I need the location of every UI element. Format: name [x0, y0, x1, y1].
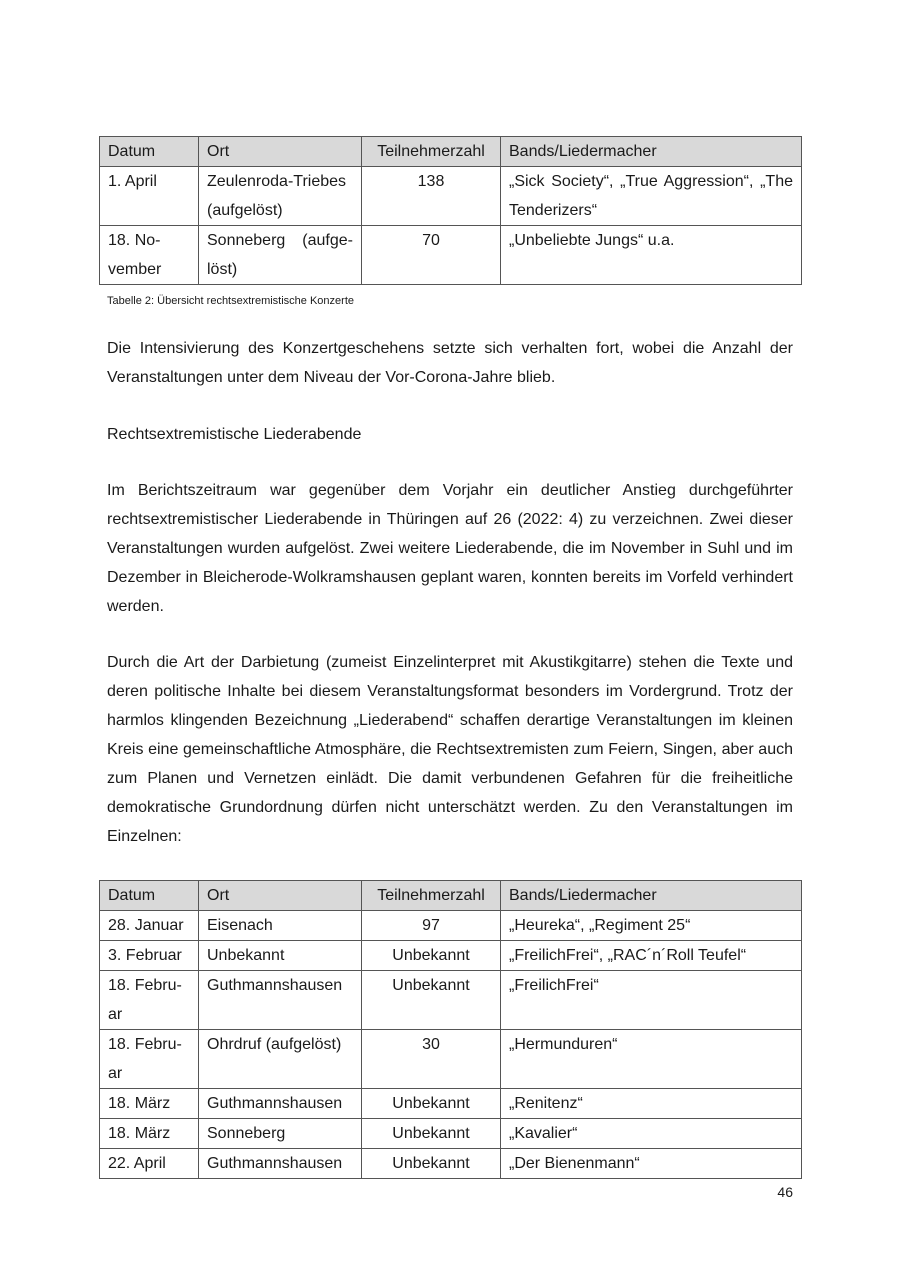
cell-ort: Eisenach: [199, 911, 362, 941]
page-number: 46: [777, 1184, 793, 1200]
table-caption: Tabelle 2: Übersicht rechtsextremistische Konzerte: [107, 295, 354, 307]
cell-datum: 18. März: [100, 1119, 199, 1149]
header-datum: Datum: [100, 137, 199, 167]
cell-bands: „FreilichFrei“, „RAC´n´Roll Teufel“: [501, 941, 802, 971]
cell-datum: 18. März: [100, 1089, 199, 1119]
cell-teilnehmerzahl: Unbekannt: [362, 1089, 501, 1119]
cell-ort: Ohrdruf (aufgelöst): [199, 1030, 362, 1089]
cell-datum: 18. Febru-ar: [100, 1030, 199, 1089]
cell-ort: Sonneberg: [199, 1119, 362, 1149]
table-row: [100, 1119, 802, 1149]
cell-teilnehmerzahl: Unbekannt: [362, 1119, 501, 1149]
table-row: [100, 911, 802, 941]
section-heading: Rechtsextremistische Liederabende: [107, 426, 362, 443]
cell-bands: „Kavalier“: [501, 1119, 802, 1149]
cell-ort: Guthmannshausen: [199, 1089, 362, 1119]
cell-bands: „Unbeliebte Jungs“ u.a.: [501, 226, 802, 285]
cell-ort: Zeulenroda-Triebes (aufgelöst): [199, 167, 362, 226]
table-row: [100, 1089, 802, 1119]
table-row: [100, 1149, 802, 1179]
header-datum: Datum: [100, 881, 199, 911]
header-teilnehmerzahl: Teilnehmerzahl: [362, 881, 501, 911]
header-bands: Bands/Liedermacher: [501, 137, 802, 167]
liederabende-table: [99, 880, 802, 1179]
header-bands: Bands/Liedermacher: [501, 881, 802, 911]
cell-ort: Sonneberg (aufge-löst): [199, 226, 362, 285]
cell-datum: 1. April: [100, 167, 199, 226]
cell-datum: 22. April: [100, 1149, 199, 1179]
cell-bands: „Hermunduren“: [501, 1030, 802, 1089]
table-row: [100, 971, 802, 1030]
table-row: [100, 167, 802, 226]
cell-bands: „Sick Society“, „True Aggression“, „The Tenderizers“: [501, 167, 802, 226]
table-header-row: [100, 137, 802, 167]
cell-teilnehmerzahl: Unbekannt: [362, 971, 501, 1030]
cell-datum: 18. No-vember: [100, 226, 199, 285]
cell-bands: „Heureka“, „Regiment 25“: [501, 911, 802, 941]
cell-datum: 28. Januar: [100, 911, 199, 941]
cell-ort: Guthmannshausen: [199, 971, 362, 1030]
header-teilnehmerzahl: Teilnehmerzahl: [362, 137, 501, 167]
cell-teilnehmerzahl: Unbekannt: [362, 941, 501, 971]
cell-bands: „Der Bienenmann“: [501, 1149, 802, 1179]
cell-bands: „FreilichFrei“: [501, 971, 802, 1030]
concerts-table: [99, 136, 802, 285]
cell-teilnehmerzahl: Unbekannt: [362, 1149, 501, 1179]
cell-ort: Unbekannt: [199, 941, 362, 971]
header-ort: Ort: [199, 881, 362, 911]
table-row: [100, 226, 802, 285]
cell-datum: 3. Februar: [100, 941, 199, 971]
paragraph: Im Berichtszeitraum war gegenüber dem Vorjahr ein deutlicher Anstieg durchgeführter rechtsextremistischer Liederabende in Thüringen auf 26 (2022: 4) zu verzeichnen. Zwei dieser Veranstaltungen wurden aufgelöst. Zwei weitere Liederabende, die im November in Suhl und im Dezember in Bleicherode-Wolkramshausen geplant waren, konnten bereits im Vorfeld verhindert werden.: [107, 482, 793, 615]
header-ort: Ort: [199, 137, 362, 167]
table-row: [100, 1030, 802, 1089]
table-header-row: [100, 881, 802, 911]
cell-teilnehmerzahl: 97: [362, 911, 501, 941]
cell-teilnehmerzahl: 138: [362, 167, 501, 226]
table-row: [100, 941, 802, 971]
paragraph: Durch die Art der Darbietung (zumeist Einzelinterpret mit Akustikgitarre) stehen die Texte und deren politische Inhalte bei diesem Veranstaltungsformat besonders im Vordergrund. Trotz der harmlos klingenden Bezeichnung „Liederabend“ schaffen derartige Veranstaltungen im kleinen Kreis eine gemeinschaftliche Atmosphäre, die Rechtsextremisten zum Feiern, Singen, aber auch zum Planen und Vernetzen einlädt. Die damit verbundenen Gefahren für die freiheitliche demokratische Grundordnung dürfen nicht unterschätzt werden. Zu den Veranstaltungen im Einzelnen:: [107, 654, 793, 845]
cell-ort: Guthmannshausen: [199, 1149, 362, 1179]
cell-teilnehmerzahl: 30: [362, 1030, 501, 1089]
cell-datum: 18. Febru-ar: [100, 971, 199, 1030]
cell-teilnehmerzahl: 70: [362, 226, 501, 285]
cell-bands: „Renitenz“: [501, 1089, 802, 1119]
paragraph: Die Intensivierung des Konzertgeschehens setzte sich verhalten fort, wobei die Anzahl der Veranstaltungen unter dem Niveau der Vor-Corona-Jahre blieb.: [107, 340, 793, 386]
